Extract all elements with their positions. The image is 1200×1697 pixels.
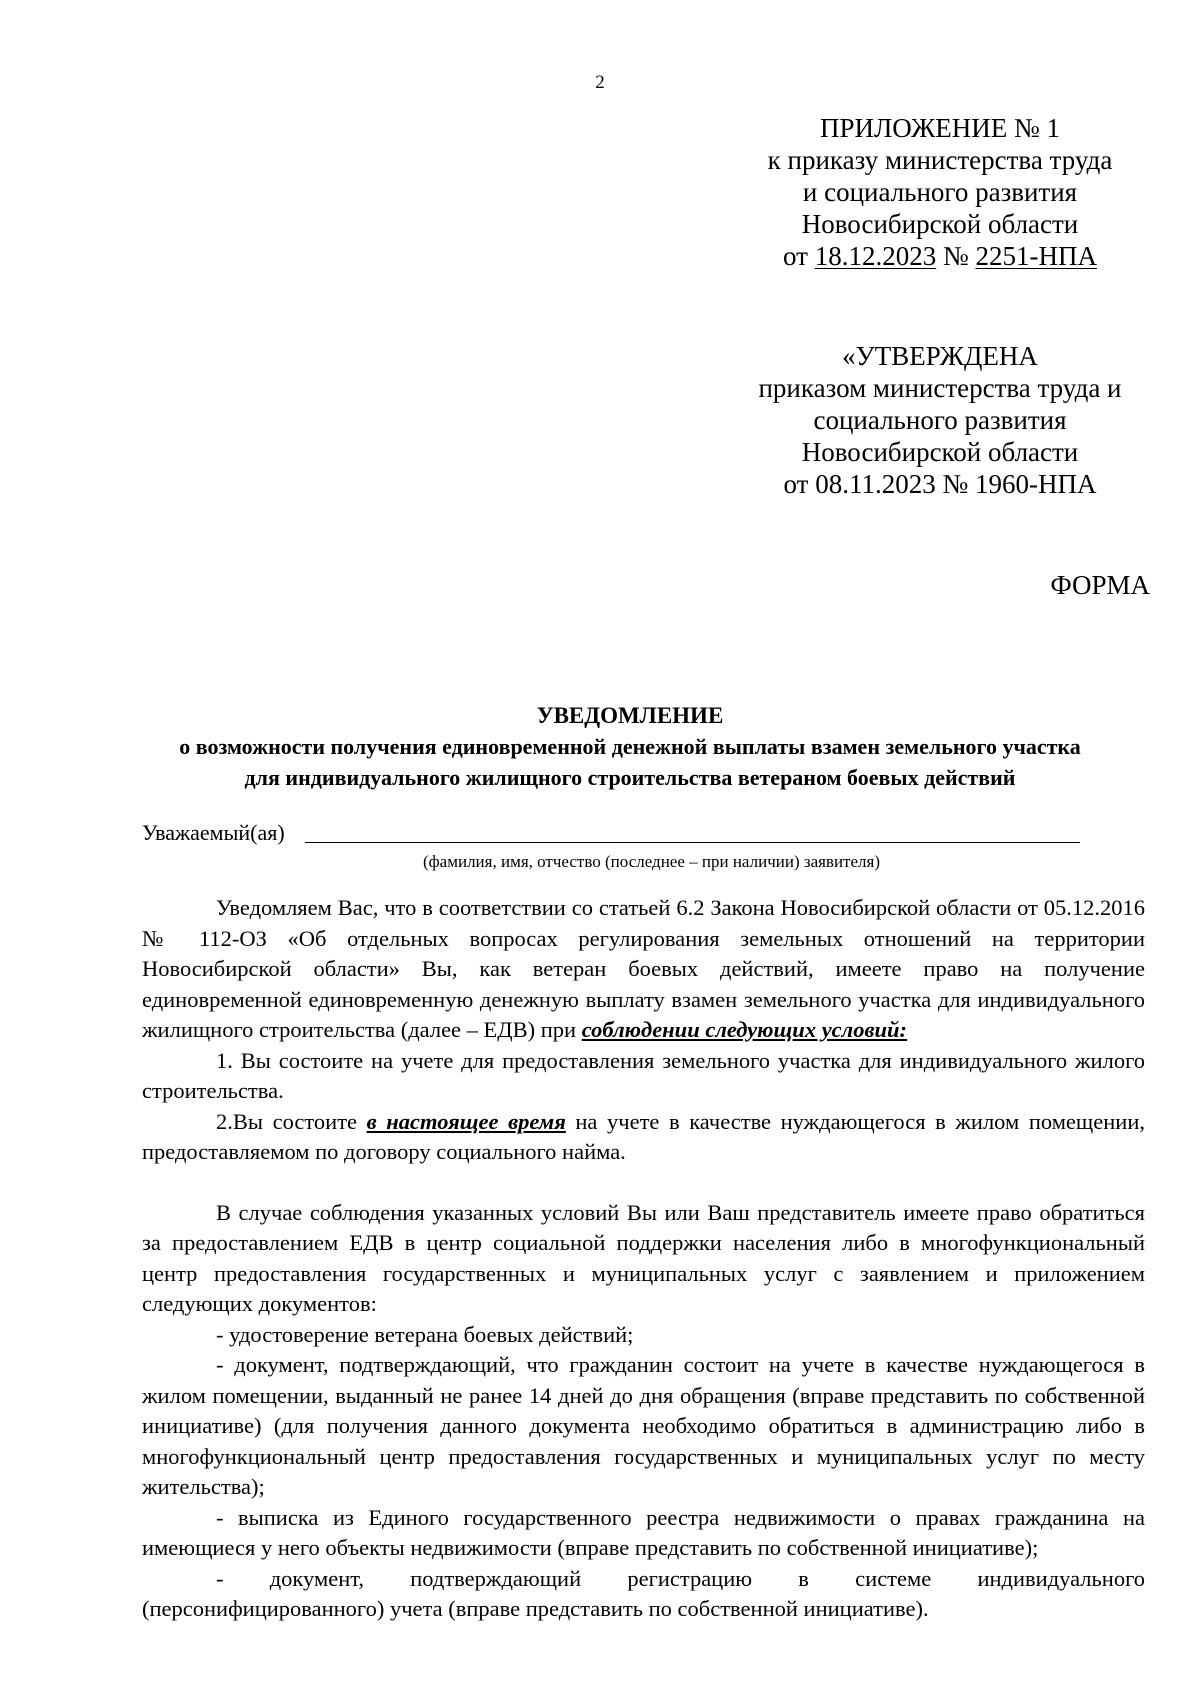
approved-title: «УТВЕРЖДЕНА [842,341,1038,371]
condition-1: 1. Вы состоите на учете для предоставления земельного участка для индивидуального жилого строительства. [142,1047,1145,1103]
approved-order-ref: от 08.11.2023 № 1960-НПА [783,469,1097,499]
notice-heading: УВЕДОМЛЕНИЕ [536,703,724,728]
approved-header [700,340,1180,500]
addressee-label: Уважаемый(ая) [142,820,285,845]
document-list-item: - документ, подтверждающий, что гражданин состоит на учете в качестве нуждающегося в жилом помещении, выданный не ранее 14 дней до дня обращения (вправе представить по собственной инициативе) (для получения данного документа необходимо обратиться в администрацию либо в многофункциональный центр предоставления государственных и муниципальных услуг по месту жительства); [142,1352,1145,1499]
notice-title [130,700,1130,793]
document-list-item: - удостоверение ветерана боевых действий; [216,1321,634,1347]
approved-line: социального развития [813,405,1067,435]
condition-2-emphasis: в настоящее время [366,1108,566,1134]
approved-line: приказом министерства труда и [758,373,1122,403]
appendix-title: ПРИЛОЖЕНИЕ № 1 [819,113,1061,143]
application-paragraph: В случае соблюдения указанных условий Вы или Ваш представитель имеете право обратиться за предоставлением ЕДВ в центр социальной поддержки населения либо в многофункциональный центр предоставления государственных и муниципальных услуг с заявлением и приложением следующих документов: [142,1199,1145,1316]
addressee-block [142,820,1082,871]
notice-subtitle-line: для индивидуального жилищного строительства ветераном боевых действий [244,765,1016,790]
condition-2-start: 2.Вы состоите [216,1108,367,1134]
appendix-line: Новосибирской области [801,209,1079,239]
document-list-item: - документ, подтверждающий регистрацию в системе индивидуального (персонифицированного) учета (вправе представить по собственной инициативе). [142,1565,1145,1621]
addressee-hint: (фамилия, имя, отчество (последнее – при наличии) заявителя) [423,852,880,871]
notice-body [142,893,1145,1625]
intro-paragraph [142,893,1145,1046]
conditions-emphasis: соблюдении следующих условий: [581,1017,908,1042]
condition-2-end: на учете в качестве нуждающегося в жилом помещении, предоставляемом по договору социального найма. [142,1108,1145,1164]
appendix-number-prefix: № [936,241,976,271]
approved-line: Новосибирской области [801,437,1079,467]
appendix-date-prefix: от [783,241,815,271]
intro-text: Уведомляем Вас, что в соответствии со статьей 6.2 Закона Новосибирской области от 05.12.2016 № 112-ОЗ «Об отдельных вопросах регулирования земельных отношений на территории Новосибирской области» Вы, как ветеран боевых действий, имеете право на получение единовременной единовременную денежную выплату взамен земельного участка для индивидуального жилищного строительства (далее – ЕДВ) при [142,895,1145,1042]
paragraph-gap [142,1168,1145,1198]
appendix-date: 18.12.2023 [814,241,937,271]
appendix-line: и социального развития [802,177,1078,207]
page-number: 2 [595,72,605,93]
addressee-fill-line[interactable] [305,842,1080,843]
appendix-line: к приказу министерства труда [767,145,1113,175]
appendix-header [700,112,1180,272]
document-list-item: - выписка из Единого государственного реестра недвижимости о правах гражданина на имеющиеся у него объекты недвижимости (вправе представить по собственной инициативе); [142,1504,1145,1560]
form-label: ФОРМА [1050,570,1150,600]
appendix-number: 2251-НПА [975,241,1097,271]
appendix-order-ref [700,240,1180,272]
notice-subtitle-line: о возможности получения единовременной денежной выплаты взамен земельного участка [179,734,1081,759]
condition-2 [142,1107,1145,1168]
